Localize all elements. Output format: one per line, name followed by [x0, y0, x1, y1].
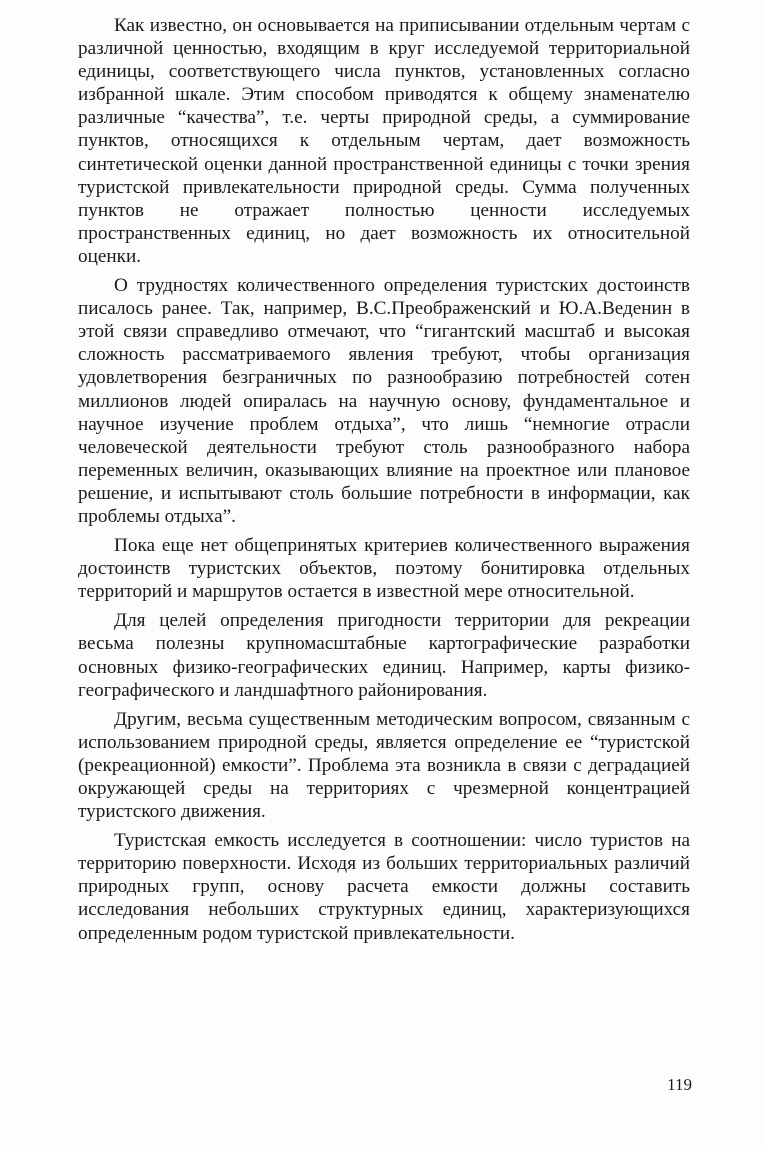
paragraph-6: Туристская емкость исследуется в соотношении: число туристов на территорию поверхности. Исходя из больших территориальных различий природных групп, основу расчета емкости должны составить исследования небольших структурных единиц, характеризующихся определенным родом туристской привлекательности.: [78, 830, 690, 944]
paragraph-5: Другим, весьма существенным методическим вопросом, связанным с использованием природной среды, является определение ее “туристской (рекреационной) емкости”. Проблема эта возникла в связи с деградацией окружающей среды на территориях с чрезмерной концентрацией туристского движения.: [78, 708, 690, 823]
paragraph-3: Пока еще нет общепринятых критериев количественного выражения достоинств туристских объектов, поэтому бонитировка отдельных территорий и маршрутов остается в известной мере относительной.: [78, 535, 690, 603]
paragraph-4: Для целей определения пригодности территории для рекреации весьма полезны крупномасштабные картографические разработки основных физико-географических единиц. Например, карты физико-географического и ландшафтного районирования.: [78, 610, 690, 701]
paragraph-2: О трудностях количественного определения туристских достоинств писалось ранее. Так, например, В.С.Преображенский и Ю.А.Веденин в этой связи справедливо отмечают, что “гигантский масштаб и высокая сложность рассматриваемого явления требуют, чтобы организация удовлетворения безграничных по разнообразию потребностей сотен миллионов людей опиралась на научную основу, фундаментальное и научное изучение проблем отдыха”, что лишь “немногие отрасли человеческой деятельности требуют столь разнообразного набора переменных величин, оказывающих влияние на проектное или плановое решение, и испытывают столь большие потребности в информации, как проблемы отдыха”.: [78, 275, 690, 527]
page-number: 119: [667, 1075, 692, 1094]
body-text: [78, 14, 690, 951]
paragraph-1: Как известно, он основывается на приписывании отдельным чертам с различной ценностью, входящим в круг исследуемой территориальной единицы, соответствующего числа пунктов, установленных согласно избранной шкале. Этим способом приводятся к общему знаменателю различные “качества”, т.е. черты природной среды, а суммирование пунктов, относящихся к отдельным чертам, дает возможность синтетической оценки данной пространственной единицы с точки зрения туристской привлекательности природной среды. Сумма полученных пунктов не отражает полностью ценности исследуемых пространственных единиц, но дает возможность их относительной оценки.: [78, 15, 690, 267]
